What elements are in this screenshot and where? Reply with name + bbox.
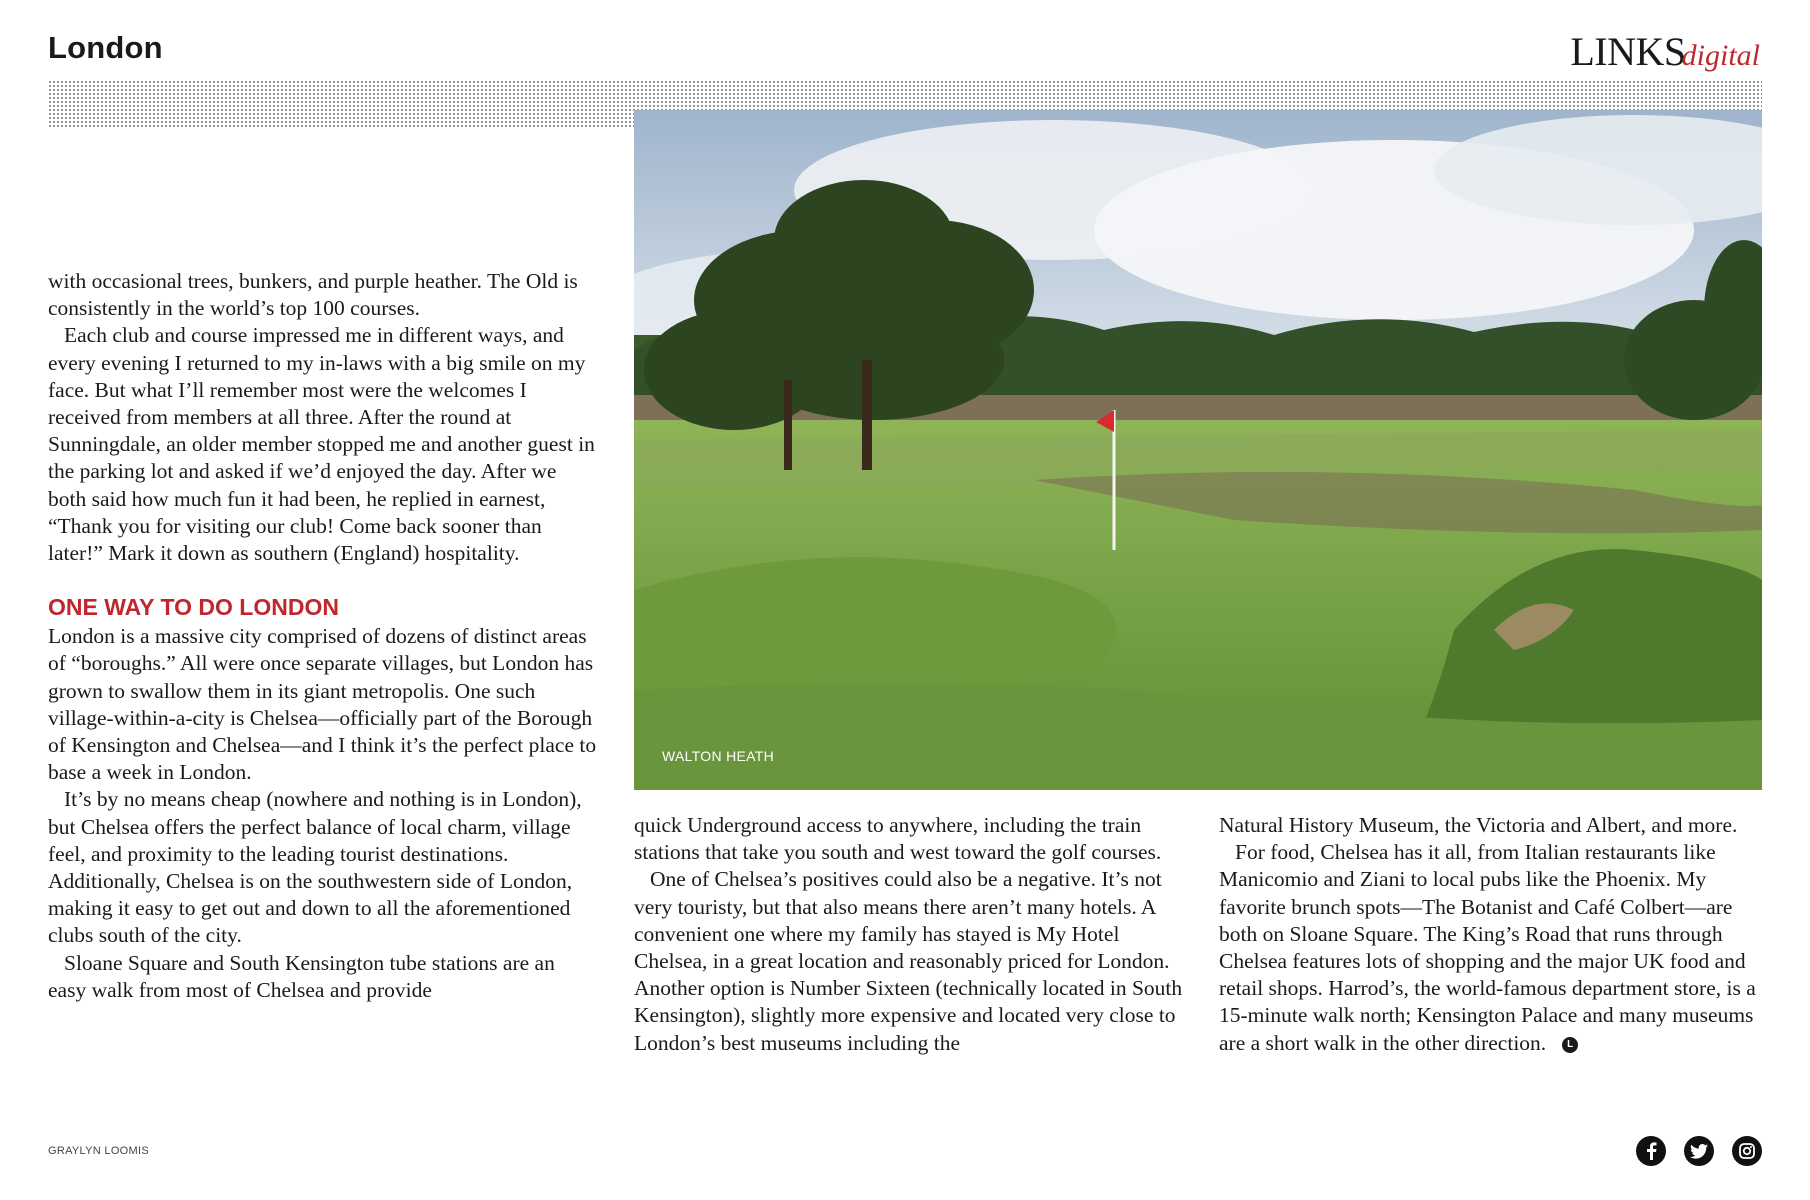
links-digital-logo[interactable] [1570,28,1760,72]
section-title: London [48,30,163,65]
golf-course-photo [634,110,1762,790]
photo-credit: GRAYLYN LOOMIS [48,1145,149,1157]
paragraph-text: For food, Chelsea has it all, from Italian restaurants like Manicomio and Ziani to local pubs like the Phoenix. My favorite brunch spots—The Botanist and Café Colbert—are both on Sloane Square. The King’s Road that runs through Chelsea features lots of shopping and the major UK food and retail shops. Harrod’s, the world-famous department store, is a 15-minute walk north; Kensington Palace and many museums are a short walk in the other direction. [1219,840,1756,1055]
social-links [1636,1136,1762,1166]
instagram-icon[interactable] [1732,1136,1762,1166]
article-column-1 [48,268,598,1004]
article-column-3 [1219,812,1769,1057]
paragraph: Sloane Square and South Kensington tube stations are an easy walk from most of Chelsea and provide [48,950,555,1002]
paragraph-final [1219,839,1769,1057]
subheading: ONE WAY TO DO LONDON [48,594,339,621]
facebook-icon[interactable] [1636,1136,1666,1166]
end-mark-icon: L [1562,1037,1578,1053]
photo-caption: WALTON HEATH [662,748,774,764]
paragraph: Natural History Museum, the Victoria and Albert, and more. [1219,813,1738,837]
paragraph: One of Chelsea’s positives could also be a negative. It’s not very touristy, but that also means there aren’t many hotels. A convenient one where my family has stayed is My Hotel Chelsea, in a great location and reasonably priced for London. Another option is Number Sixteen (technically located in South Kensington), slightly more expensive and located very close to London’s best museums including the [634,867,1183,1055]
logo-links: LINKS [1570,29,1686,74]
golf-course-illustration [634,110,1762,790]
paragraph: with occasional trees, bunkers, and purple heather. The Old is consistently in the world’s top 100 courses. [48,269,578,321]
logo-digital: digital [1681,39,1760,72]
paragraph: quick Underground access to anywhere, including the train stations that take you south and west toward the golf courses. [634,813,1162,865]
twitter-icon[interactable] [1684,1136,1714,1166]
paragraph: Each club and course impressed me in different ways, and every evening I returned to my in-laws with a big smile on my face. But what I’ll remember most were the welcomes I received from members at all three. After the round at Sunningdale, an older member stopped me and another guest in the parking lot and asked if we’d enjoyed the day. After we both said how much fun it had been, he replied in earnest, “Thank you for visiting our club! Come back sooner than later!” Mark it down as southern (England) hospitality. [48,323,595,566]
article-column-2 [634,812,1184,1057]
paragraph: It’s by no means cheap (nowhere and nothing is in London), but Chelsea offers the perfect balance of local charm, village feel, and proximity to the leading tourist destinations. Additionally, Chelsea is on the southwestern side of London, making it easy to get out and down to all the aforementioned clubs south of the city. [48,787,582,948]
paragraph: London is a massive city comprised of dozens of distinct areas of “boroughs.” All were once separate villages, but London has grown to swallow them in its giant metropolis. One such village-within-a-city is Chelsea—officially part of the Borough of Kensington and Chelsea—and I think it’s the perfect place to base a week in London. [48,624,597,785]
